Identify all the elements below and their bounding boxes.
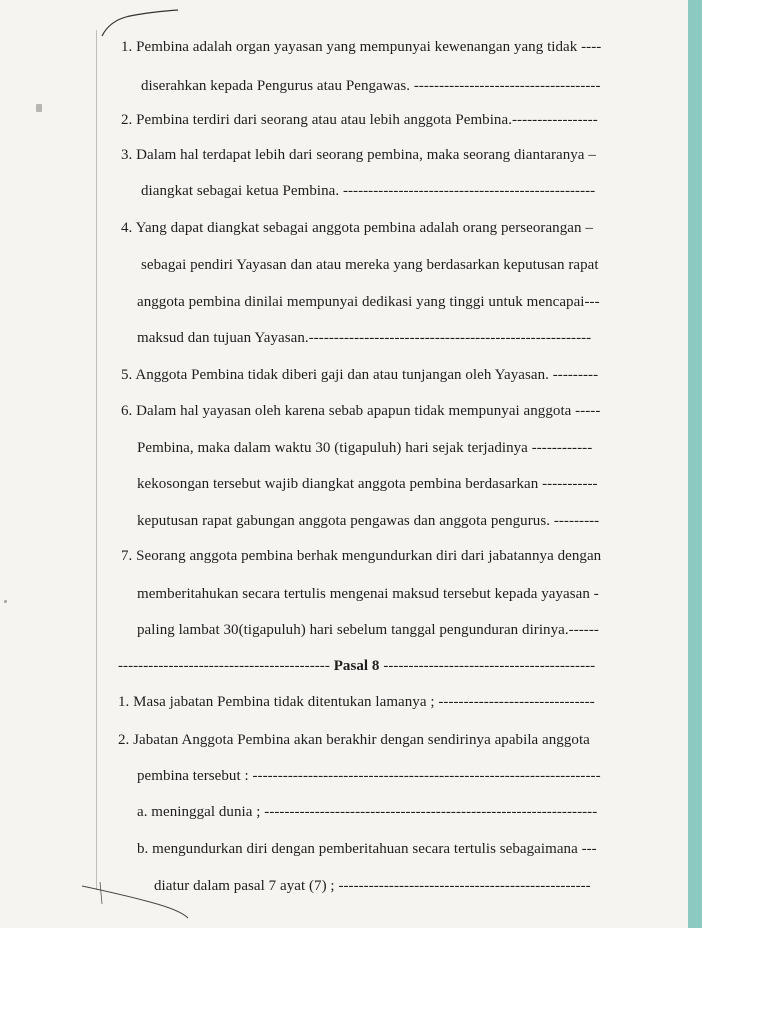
text-line: a. meninggal dunia ; ------------------------------------------------------------------ [137,804,598,820]
text-line: Pembina, maka dalam waktu 30 (tigapuluh) hari sejak terjadinya ------------ [137,440,593,456]
section-title: Pasal 8 [333,658,380,674]
text-line: pembina tersebut : --------------------------------------------------------------------- [137,768,601,784]
text-line: memberitahukan secara tertulis mengenai maksud tersebut kepada yayasan - [137,586,599,602]
scan-speck [36,104,42,112]
text-line: paling lambat 30(tigapuluh) hari sebelum tanggal pengunduran dirinya.------ [137,622,599,638]
heading-dashes-left: ------------------------------------------ [118,658,330,674]
text-line: kekosongan tersebut wajib diangkat anggota pembina berdasarkan ----------- [137,476,598,492]
text-line: anggota pembina dinilai mempunyai dedikasi yang tinggi untuk mencapai--- [137,294,600,310]
text-line: 3. Dalam hal terdapat lebih dari seorang pembina, maka seorang diantaranya – [121,147,596,163]
section-heading [118,657,595,675]
text-line: maksud dan tujuan Yayasan.-------------------------------------------------------- [137,330,592,346]
text-line: 4. Yang dapat diangkat sebagai anggota pembina adalah orang perseorangan – [121,220,593,236]
scan-speck [4,600,7,603]
text-line: 5. Anggota Pembina tidak diberi gaji dan atau tunjangan oleh Yayasan. --------- [121,367,599,383]
text-line: 7. Seorang anggota pembina berhak mengundurkan diri dari jabatannya dengan [121,548,602,564]
margin-line [96,30,97,890]
pen-stroke-top [100,8,180,38]
text-line: diangkat sebagai ketua Pembina. -------------------------------------------------- [141,183,596,199]
text-line: b. mengundurkan diri dengan pemberitahuan secara tertulis sebagaimana --- [137,841,597,857]
text-line: 2. Jabatan Anggota Pembina akan berakhir dengan sendirinya apabila anggota [118,732,590,748]
text-line: keputusan rapat gabungan anggota pengawas dan anggota pengurus. --------- [137,513,600,529]
text-line: 6. Dalam hal yayasan oleh karena sebab apapun tidak mempunyai anggota ----- [121,403,601,419]
text-line: 1. Pembina adalah organ yayasan yang mempunyai kewenangan yang tidak ---- [121,39,602,55]
text-line: diatur dalam pasal 7 ayat (7) ; -------------------------------------------------- [154,878,591,894]
blank-margin [702,0,768,928]
heading-dashes-right: ------------------------------------------ [383,658,596,674]
text-line: 1. Masa jabatan Pembina tidak ditentukan lamanya ; ------------------------------- [118,694,595,710]
text-line: 2. Pembina terdiri dari seorang atau atau lebih anggota Pembina.----------------- [121,112,598,128]
text-line: diserahkan kepada Pengurus atau Pengawas. ------------------------------------- [141,78,601,94]
scan-edge-strip [688,0,702,928]
text-line: sebagai pendiri Yayasan dan atau mereka yang berdasarkan keputusan rapat [141,257,599,273]
